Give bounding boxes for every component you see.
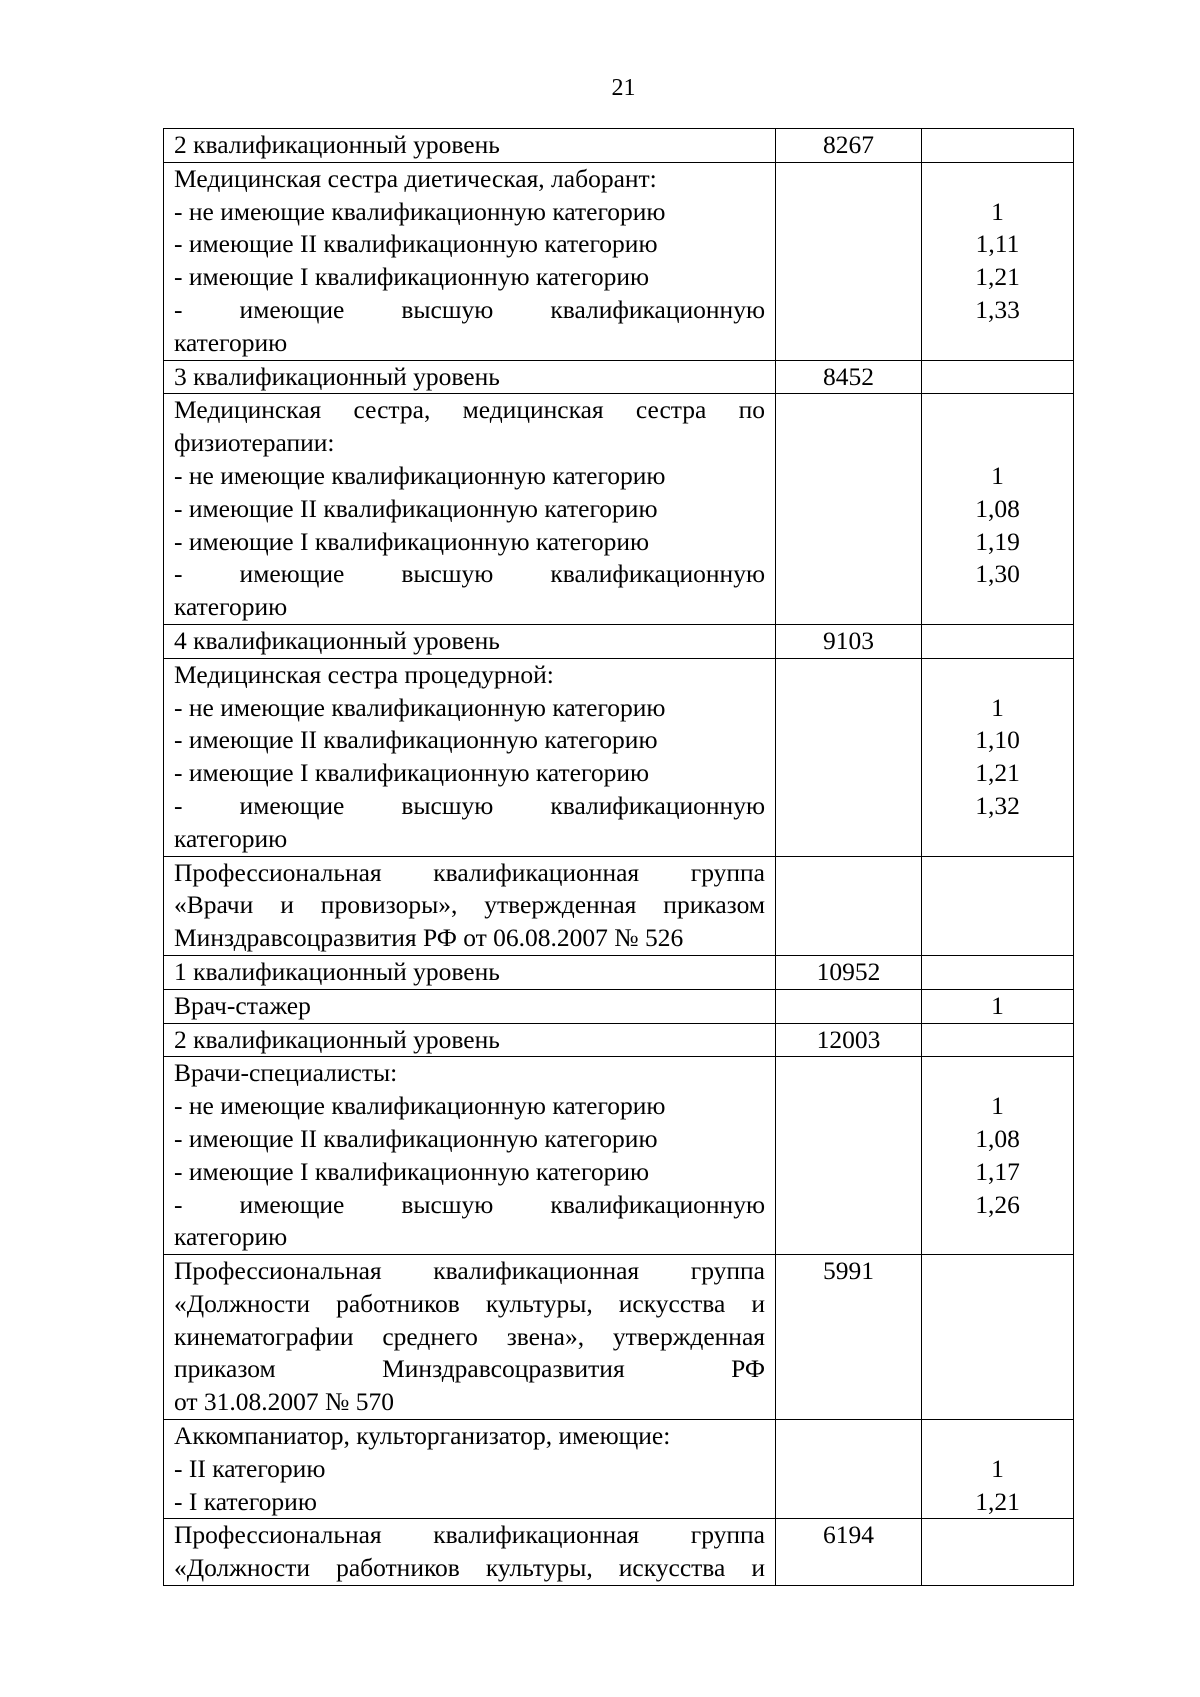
base-salary-cell: [776, 162, 922, 360]
coefficient-value: 1: [991, 1453, 1004, 1483]
base-salary-cell: 12003: [776, 1023, 922, 1057]
base-salary-cell: [776, 856, 922, 955]
table-row: [164, 162, 1074, 360]
description-line: - имеющие высшую квалификационную: [174, 1189, 765, 1219]
position-description-cell: [164, 856, 776, 955]
coefficient-cell: [922, 989, 1074, 1023]
table-row: [164, 394, 1074, 625]
base-salary-cell: [776, 989, 922, 1023]
description-line: - имеющие I квалификационную категорию: [174, 526, 650, 556]
description-line: - имеющие высшую квалификационную: [174, 559, 765, 589]
description-line: категорию: [174, 1222, 288, 1252]
description-line: приказом Минздравсоцразвития РФ: [174, 1354, 765, 1384]
base-salary-cell: [776, 1057, 922, 1255]
coefficient-value: 1,30: [975, 559, 1020, 589]
position-description-cell: [164, 955, 776, 989]
coefficient-cell: [922, 624, 1074, 658]
description-line: - I категорию: [174, 1486, 317, 1516]
description-line: 2 квалификационный уровень: [174, 130, 500, 159]
coefficient-value: 1,26: [975, 1189, 1020, 1219]
base-salary-cell: 6194: [776, 1519, 922, 1586]
coefficient-cell: [922, 658, 1074, 856]
coefficient-value: 1: [991, 196, 1004, 226]
description-line: категорию: [174, 327, 288, 357]
description-line: физиотерапии:: [174, 428, 335, 458]
coefficient-value: 1,33: [975, 294, 1020, 324]
description-line: Профессиональная квалификационная группа: [174, 1256, 765, 1286]
description-line: - имеющие II квалификационную категорию: [174, 493, 658, 523]
position-description-cell: [164, 360, 776, 394]
coefficient-value: 1,17: [975, 1156, 1020, 1186]
coefficient-value: 1,08: [975, 493, 1020, 523]
position-description-cell: [164, 658, 776, 856]
description-line: «Должности работников культуры, искусства и: [174, 1288, 765, 1318]
description-line: 2 квалификационный уровень: [174, 1024, 500, 1054]
description-line: Минздравсоцразвития РФ от 06.08.2007 № 526: [174, 923, 684, 953]
page-number: 21: [611, 75, 636, 101]
description-line: - не имеющие квалификационную категорию: [174, 460, 666, 490]
description-line: - имеющие II квалификационную категорию: [174, 1123, 658, 1153]
description-line: от 31.08.2007 № 570: [174, 1387, 395, 1417]
coefficient-value: 1: [991, 460, 1004, 490]
salary-table: [163, 128, 1074, 1586]
description-line: - II категорию: [174, 1453, 326, 1483]
base-salary-cell: [776, 658, 922, 856]
description-line: Медицинская сестра, медицинская сестра по: [174, 395, 765, 425]
position-description-cell: [164, 129, 776, 163]
description-line: Профессиональная квалификационная группа: [174, 857, 765, 887]
description-line: - не имеющие квалификационную категорию: [174, 692, 666, 722]
coefficient-cell: [922, 856, 1074, 955]
position-description-cell: [164, 1255, 776, 1420]
coefficient-cell: [922, 1420, 1074, 1519]
coefficient-cell: [922, 394, 1074, 625]
position-description-cell: [164, 1057, 776, 1255]
description-line: Врач-стажер: [174, 990, 311, 1020]
base-salary-cell: 9103: [776, 624, 922, 658]
coefficient-cell: [922, 1057, 1074, 1255]
table-row: [164, 1057, 1074, 1255]
table-row: [164, 1420, 1074, 1519]
table-row: [164, 856, 1074, 955]
description-line: Медицинская сестра процедурной:: [174, 659, 554, 689]
coefficient-value: 1: [991, 692, 1004, 722]
position-description-cell: [164, 1420, 776, 1519]
description-line: - имеющие I квалификационную категорию: [174, 262, 650, 292]
description-line: «Должности работников культуры, искусства и: [174, 1553, 765, 1583]
position-description-cell: [164, 624, 776, 658]
base-salary-cell: 5991: [776, 1255, 922, 1420]
coefficient-cell: [922, 1255, 1074, 1420]
description-line: «Врачи и провизоры», утвержденная приказом: [174, 890, 765, 920]
description-line: - имеющие высшую квалификационную: [174, 790, 765, 820]
description-line: кинематографии среднего звена», утвержденная: [174, 1321, 765, 1351]
description-line: 4 квалификационный уровень: [174, 625, 500, 655]
base-salary-cell: 10952: [776, 955, 922, 989]
description-line: - имеющие высшую квалификационную: [174, 294, 765, 324]
coefficient-cell: [922, 360, 1074, 394]
coefficient-cell: [922, 129, 1074, 163]
coefficient-value: 1: [991, 1091, 1004, 1121]
base-salary-cell: [776, 1420, 922, 1519]
coefficient-cell: [922, 1519, 1074, 1586]
description-line: Медицинская сестра диетическая, лаборант:: [174, 163, 657, 193]
coefficient-value: 1,19: [975, 526, 1020, 556]
position-description-cell: [164, 162, 776, 360]
coefficient-cell: [922, 162, 1074, 360]
table-row: [164, 1519, 1074, 1586]
position-description-cell: [164, 1023, 776, 1057]
description-line: - имеющие II квалификационную категорию: [174, 229, 658, 259]
description-line: категорию: [174, 592, 288, 622]
description-line: Профессиональная квалификационная группа: [174, 1520, 765, 1550]
description-line: Врачи-специалисты:: [174, 1058, 398, 1088]
table-row: [164, 1023, 1074, 1057]
table-row: [164, 624, 1074, 658]
coefficient-cell: [922, 955, 1074, 989]
table-body: [164, 129, 1074, 1586]
coefficient-value: 1,08: [975, 1123, 1020, 1153]
description-line: 3 квалификационный уровень: [174, 361, 500, 391]
description-line: - имеющие I квалификационную категорию: [174, 1156, 650, 1186]
position-description-cell: [164, 989, 776, 1023]
base-salary-cell: 8452: [776, 360, 922, 394]
table-row: [164, 658, 1074, 856]
description-line: Аккомпаниатор, культорганизатор, имеющие:: [174, 1421, 671, 1451]
position-description-cell: [164, 394, 776, 625]
coefficient-value: 1: [991, 990, 1004, 1020]
description-line: - не имеющие квалификационную категорию: [174, 196, 666, 226]
description-line: - имеющие I квалификационную категорию: [174, 758, 650, 788]
description-line: - не имеющие квалификационную категорию: [174, 1091, 666, 1121]
base-salary-cell: 8267: [776, 129, 922, 163]
coefficient-value: 1,21: [975, 758, 1020, 788]
base-salary-cell: [776, 394, 922, 625]
position-description-cell: [164, 1519, 776, 1586]
coefficient-value: 1,21: [975, 262, 1020, 292]
table-row: [164, 955, 1074, 989]
table-row: [164, 989, 1074, 1023]
coefficient-value: 1,21: [975, 1486, 1020, 1516]
description-line: 1 квалификационный уровень: [174, 956, 500, 986]
coefficient-value: 1,11: [975, 229, 1020, 259]
table-row: [164, 129, 1074, 163]
table-row: [164, 1255, 1074, 1420]
coefficient-cell: [922, 1023, 1074, 1057]
table-row: [164, 360, 1074, 394]
description-line: категорию: [174, 823, 288, 853]
coefficient-value: 1,10: [975, 725, 1020, 755]
coefficient-value: 1,32: [975, 790, 1020, 820]
description-line: - имеющие II квалификационную категорию: [174, 725, 658, 755]
